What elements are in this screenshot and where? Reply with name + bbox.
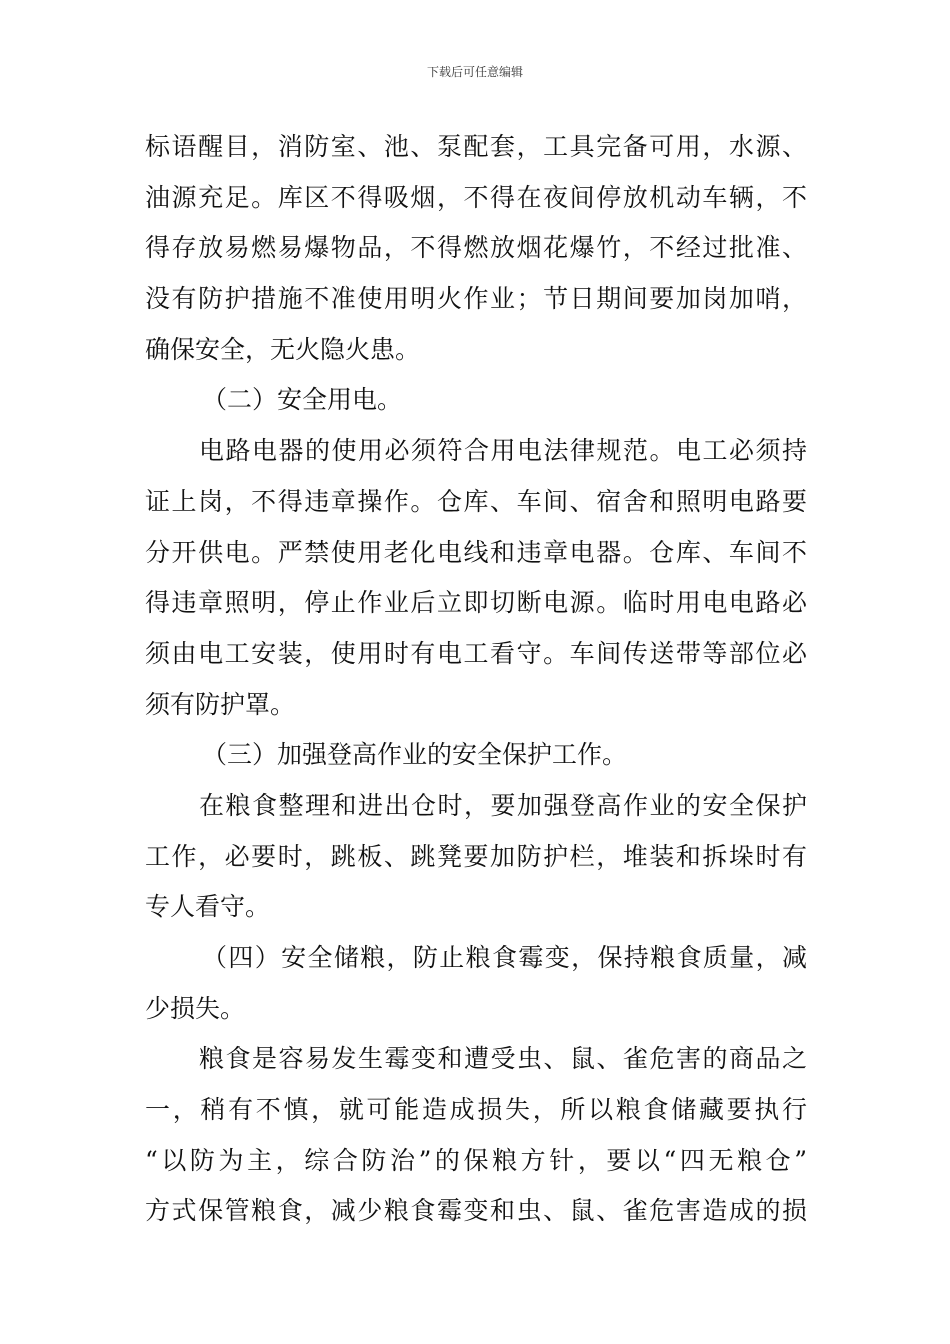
section-heading: （四）安全储粮，防止粮食霉变，保持粮食质量，减 [202, 943, 807, 972]
body-line: 没有防护措施不准使用明火作业；节日期间要加岗加哨， [145, 284, 807, 314]
page-header: 下载后可任意编辑 [426, 65, 523, 79]
body-line: 证上岗，不得违章操作。仓库、车间、宿舍和照明电路要 [145, 486, 807, 516]
body-line: 电路电器的使用必须符合用电法律规范。电工必须持 [199, 436, 807, 466]
section-heading: （三）加强登高作业的安全保护工作。 [202, 740, 628, 770]
body-line: 确保安全，无火隐火患。 [145, 334, 421, 364]
body-line: 须由电工安装，使用时有电工看守。车间传送带等部位必 [145, 638, 807, 668]
body-line: 分开供电。严禁使用老化电线和违章电器。仓库、车间不 [145, 537, 807, 567]
body-line: 专人看守。 [145, 892, 271, 922]
body-line: 一，稍有不慎，就可能造成损失，所以粮食储藏要执行 [145, 1095, 807, 1125]
body-line: 得违章照明，停止作业后立即切断电源。临时用电电路必 [145, 588, 807, 618]
section-heading-continued: 少损失。 [145, 993, 246, 1023]
body-line: 须有防护罩。 [145, 689, 296, 719]
body-line: “以防为主，综合防治”的保粮方针，要以“四无粮仓” [145, 1145, 807, 1175]
body-line: 油源充足。库区不得吸烟，不得在夜间停放机动车辆，不 [145, 182, 807, 212]
body-line: 粮食是容易发生霉变和遭受虫、鼠、雀危害的商品之 [199, 1044, 807, 1074]
body-line: 得存放易燃易爆物品，不得燃放烟花爆竹，不经过批准、 [145, 233, 807, 263]
section-heading: （二）安全用电。 [202, 385, 403, 415]
document-body [145, 122, 807, 1237]
body-line: 标语醒目，消防室、池、泵配套，工具完备可用，水源、 [145, 132, 807, 161]
body-line: 工作，必要时，跳板、跳凳要加防护栏，堆装和拆垛时有 [145, 841, 807, 871]
body-line: 方式保管粮食，减少粮食霉变和虫、鼠、雀危害造成的损 [145, 1196, 807, 1226]
body-line: 在粮食整理和进出仓时，要加强登高作业的安全保护 [199, 790, 807, 820]
